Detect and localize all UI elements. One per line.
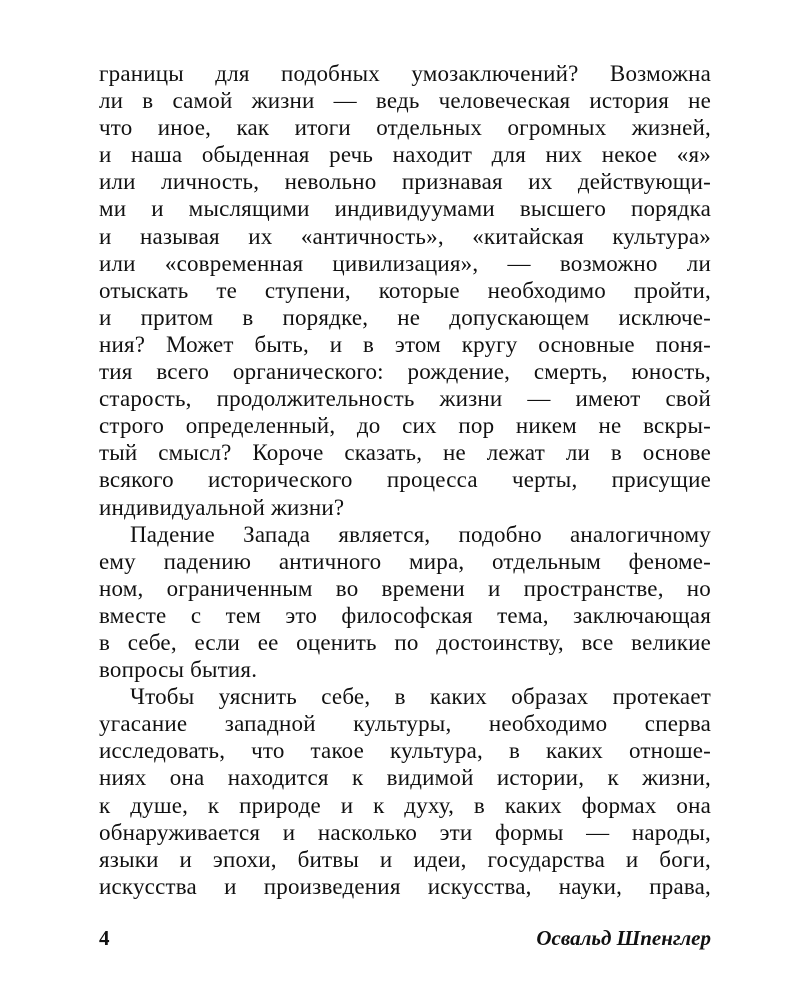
text-line: Чтобы уяснить себе, в каких образах протекает	[130, 684, 711, 710]
text-line: или личность, невольно признавая их действующи-	[99, 169, 711, 195]
text-line: индивидуальной жизни?	[99, 494, 345, 520]
page-footer	[99, 926, 711, 956]
text-line: исследовать, что такое культура, в каких отноше-	[99, 738, 711, 764]
text-line: ему падению античного мира, отдельным феноме-	[99, 548, 711, 574]
text-line: угасание западной культуры, необходимо сперва	[99, 711, 711, 737]
text-line: тия всего органического: рождение, смерть, юность,	[99, 359, 711, 385]
text-line: к душе, к природе и к духу, в каких формах она	[99, 792, 711, 818]
text-line: вместе с тем это философская тема, заключающая	[99, 602, 711, 628]
text-line: ниях она находится к видимой истории, к жизни,	[99, 765, 711, 791]
text-line: границы для подобных умозаключений? Возможна	[99, 61, 711, 86]
text-line: и притом в порядке, не допускающем исключе-	[99, 304, 711, 330]
text-line: вопросы бытия.	[99, 657, 258, 683]
text-line: искусства и произведения искусства, науки, права,	[99, 873, 711, 899]
text-line: обнаруживается и насколько эти формы — народы,	[99, 819, 711, 845]
text-line: старость, продолжительность жизни — имеют свой	[99, 386, 711, 412]
text-line: Падение Запада является, подобно аналогичному	[130, 521, 711, 547]
text-line: всякого исторического процесса черты, присущие	[99, 467, 711, 493]
text-line: ном, ограниченным во времени и пространстве, но	[99, 575, 711, 601]
text-line: и наша обыденная речь находит для них некое «я»	[99, 142, 711, 168]
text-line: строго определенный, до сих пор никем не вскры-	[99, 413, 711, 439]
text-line: и называя их «античность», «китайская культура»	[99, 223, 711, 249]
text-line: что иное, как итоги отдельных огромных жизней,	[99, 115, 711, 141]
body-text	[99, 60, 711, 900]
text-line: языки и эпохи, битвы и идеи, государства и боги,	[99, 846, 711, 872]
text-line: тый смысл? Короче сказать, не лежат ли в основе	[99, 440, 711, 466]
text-line: ми и мыслящими индивидуумами высшего порядка	[99, 196, 711, 222]
text-line: ли в самой жизни — ведь человеческая история не	[99, 88, 711, 114]
text-line: или «современная цивилизация», — возможно ли	[99, 250, 711, 276]
running-head-author: Освальд Шпенглер	[536, 926, 711, 950]
text-line: отыскать те ступени, которые необходимо пройти,	[99, 277, 711, 303]
text-line: в себе, если ее оценить по достоинству, все великие	[99, 629, 711, 655]
page-number: 4	[99, 926, 110, 950]
text-line: ния? Может быть, и в этом кругу основные поня-	[99, 331, 711, 357]
